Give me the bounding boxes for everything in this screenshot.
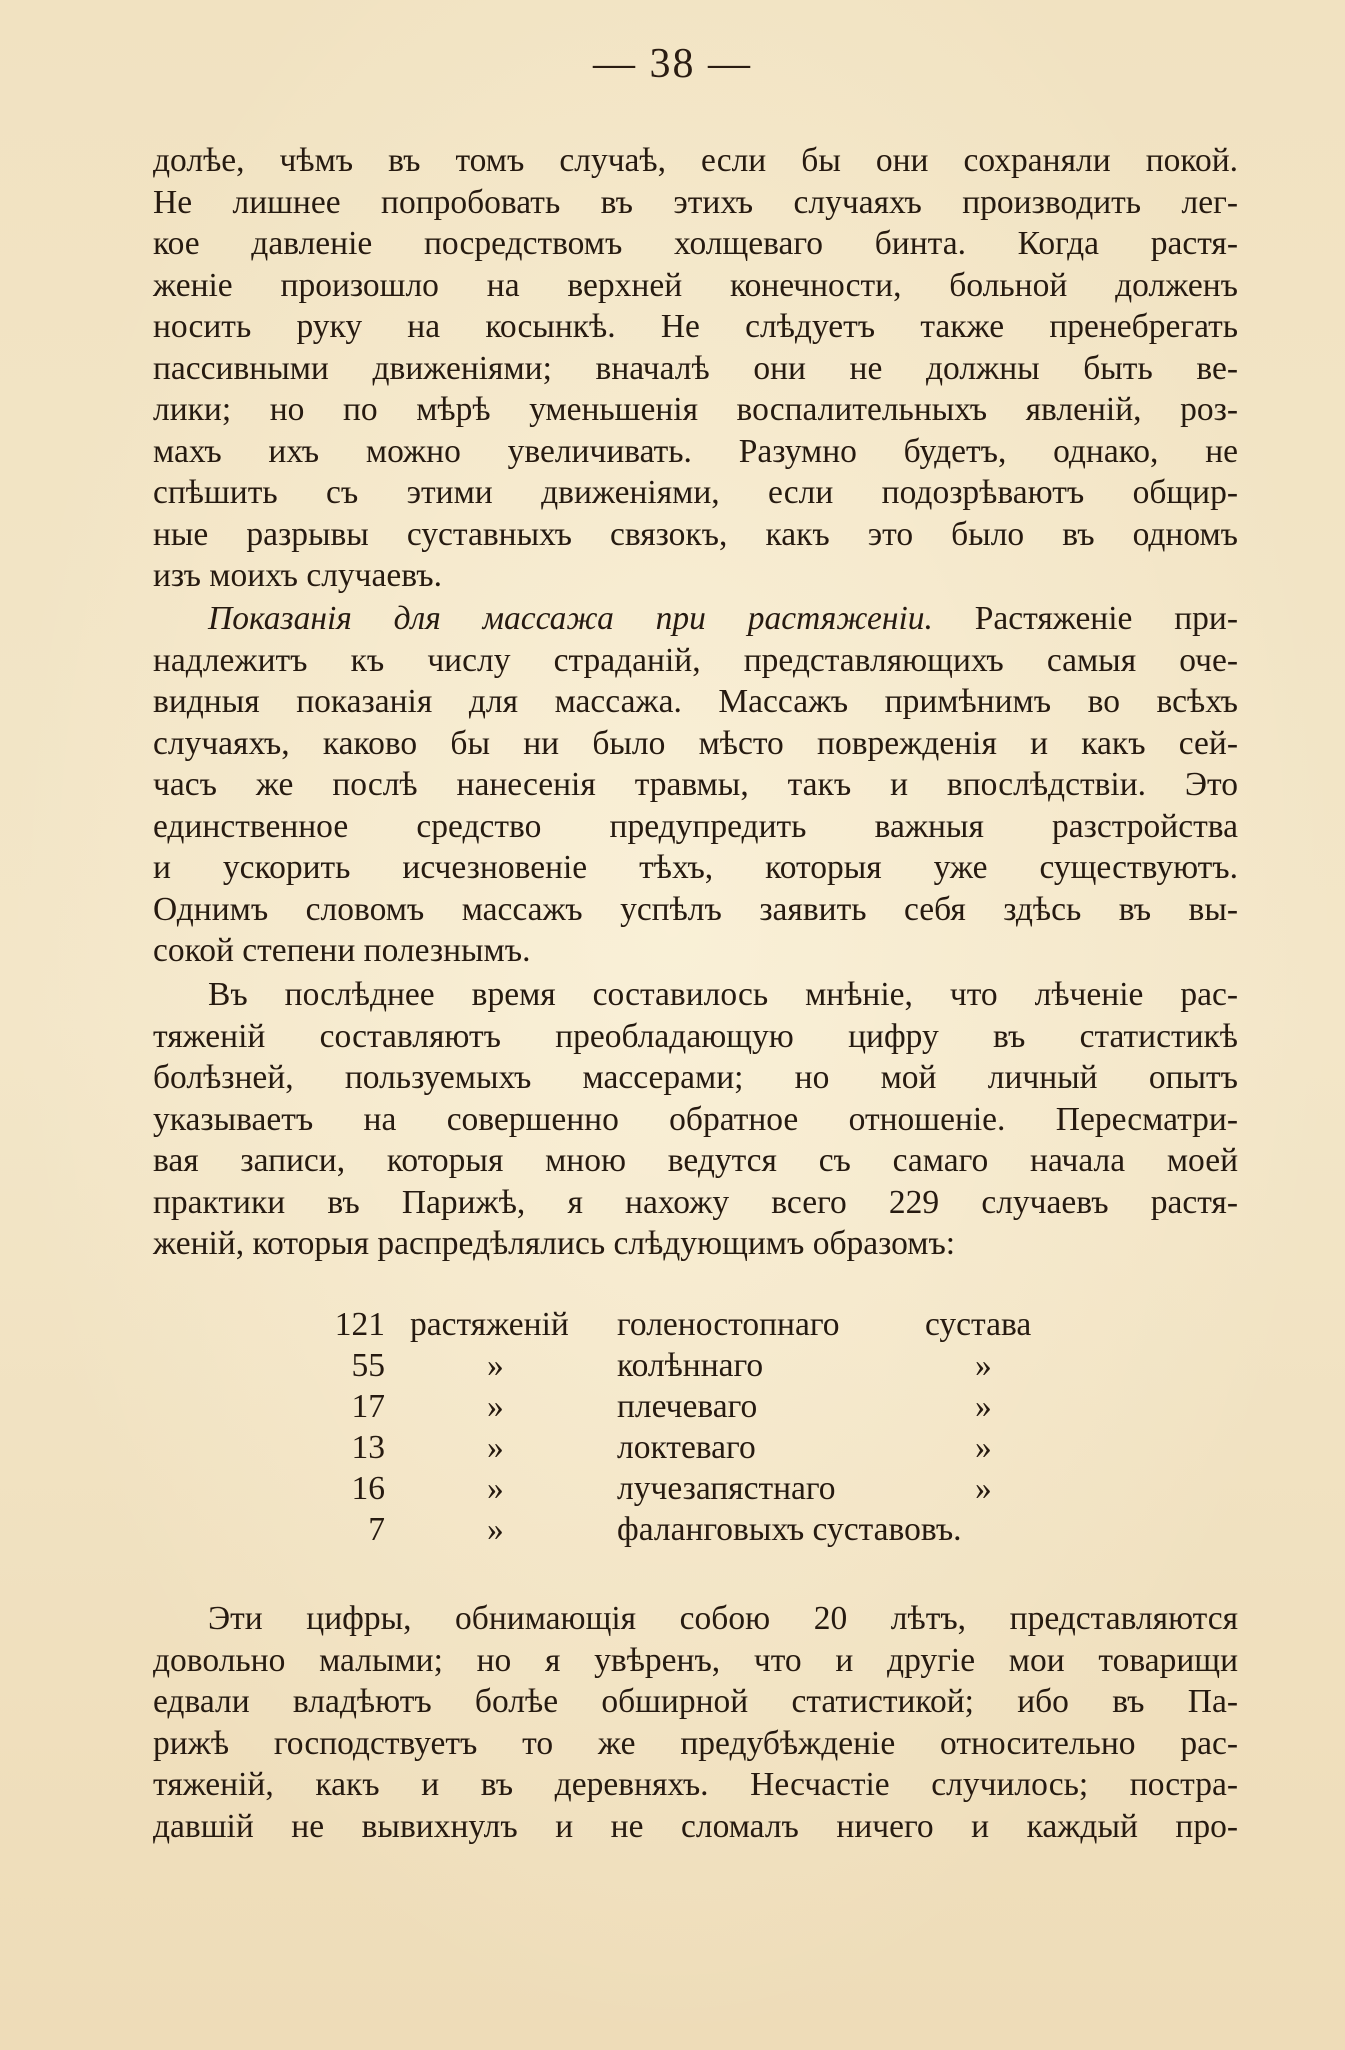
- page-number: — 38 —: [593, 41, 752, 87]
- text-line: сокой степени полезнымъ.: [153, 932, 531, 969]
- case-count: 13: [351, 1429, 385, 1466]
- ditto-mark: »: [975, 1347, 992, 1384]
- ditto-mark: »: [487, 1470, 504, 1507]
- text-line: Въ послѣднее время составилось мнѣніе, что лѣченіе рас-: [208, 976, 1238, 1013]
- text-line: и ускорить исчезновеніе тѣхъ, которыя уже существуютъ.: [153, 849, 1238, 886]
- paragraph-1: [153, 140, 1238, 597]
- ditto-mark: »: [975, 1388, 992, 1425]
- text-line: носить руку на косынкѣ. Не слѣдуетъ также пренебрегать: [153, 308, 1238, 345]
- text-line: болѣзней, пользуемыхъ массерами; но мой личный опытъ: [153, 1059, 1238, 1096]
- ditto-mark: »: [487, 1511, 504, 1548]
- text-line: Однимъ словомъ массажъ успѣлъ заявить себя здѣсь въ вы-: [153, 890, 1238, 928]
- text-line: ные разрывы суставныхъ связокъ, какъ это было въ одномъ: [153, 515, 1238, 553]
- ditto-mark: »: [487, 1347, 504, 1384]
- text-line: тяженій, какъ и въ деревняхъ. Несчастіе случилось; постра-: [153, 1766, 1238, 1803]
- text-line: надлежитъ къ числу страданій, представляющихъ самыя оче-: [153, 641, 1238, 679]
- text-line: единственное средство предупредить важныя разстройства: [153, 807, 1238, 845]
- joint-name: плечеваго: [617, 1388, 758, 1425]
- paragraph-3: [153, 974, 1238, 1265]
- text-line: изъ моихъ случаевъ.: [153, 557, 442, 594]
- paragraph-2: [153, 598, 1238, 972]
- case-type: растяженій: [410, 1306, 569, 1343]
- joint-name: лучезапястнаго: [617, 1470, 836, 1507]
- text-line: лики; но по мѣрѣ уменьшенія воспалительныхъ явленій, роз-: [153, 391, 1238, 428]
- ditto-mark: »: [487, 1429, 504, 1466]
- ditto-mark: »: [975, 1470, 992, 1507]
- ditto-mark: »: [487, 1388, 504, 1425]
- text-line: тяженій составляютъ преобладающую цифру въ статистикѣ: [153, 1017, 1238, 1055]
- text-line: махъ ихъ можно увеличивать. Разумно будетъ, однако, не: [153, 432, 1238, 470]
- text-line: [153, 598, 1238, 640]
- case-count: 7: [368, 1511, 385, 1548]
- text-line: вая записи, которыя мною ведутся съ самаго начала моей: [153, 1142, 1238, 1179]
- joint-name: фаланговыхъ суставовъ.: [617, 1511, 962, 1548]
- joint-word: сустава: [925, 1306, 1032, 1343]
- text-line: едвали владѣютъ болѣе обширной статистикой; ибо въ Па-: [153, 1683, 1238, 1720]
- text-line: практики въ Парижѣ, я нахожу всего 229 случаевъ растя-: [153, 1183, 1238, 1221]
- section-heading-italic: Показанія для массажа при растяженіи.: [208, 600, 933, 637]
- text-line: указываетъ на совершенно обратное отношеніе. Пересматри-: [153, 1100, 1238, 1138]
- text-line: рижѣ господствуетъ то же предубѣжденіе относительно рас-: [153, 1724, 1238, 1762]
- text-line: случаяхъ, каково бы ни было мѣсто поврежденія и какъ сей-: [153, 724, 1238, 762]
- joint-name: голеностопнаго: [617, 1306, 840, 1343]
- case-count: 17: [351, 1388, 385, 1425]
- case-count: 55: [351, 1347, 385, 1384]
- text-line: часъ же послѣ нанесенія травмы, такъ и впослѣдствіи. Это: [153, 766, 1238, 803]
- case-count: 121: [334, 1306, 385, 1343]
- text-line: женій, которыя распредѣлялись слѣдующимъ образомъ:: [153, 1225, 956, 1262]
- text-line: спѣшить съ этими движеніями, если подозрѣваютъ общир-: [153, 474, 1238, 511]
- joint-name: колѣннаго: [617, 1347, 764, 1384]
- text-line: Не лишнее попробовать въ этихъ случаяхъ производить лег-: [153, 183, 1238, 221]
- text-line: Эти цифры, обнимающія собою 20 лѣтъ, представляются: [208, 1600, 1238, 1637]
- case-count: 16: [351, 1470, 385, 1507]
- text-line: долѣе, чѣмъ въ томъ случаѣ, если бы они сохраняли покой.: [153, 142, 1238, 179]
- text-line: видныя показанія для массажа. Массажъ примѣнимъ во всѣхъ: [153, 683, 1238, 720]
- text-line: пассивными движеніями; вначалѣ они не должны быть ве-: [153, 349, 1238, 387]
- text-line: довольно малыми; но я увѣренъ, что и другіе мои товарищи: [153, 1641, 1238, 1679]
- text-line: давшій не вывихнулъ и не сломалъ ничего и каждый про-: [153, 1807, 1238, 1845]
- text-fragment: Растяженіе при-: [932, 600, 1239, 637]
- joint-name: локтеваго: [617, 1429, 756, 1466]
- text-line: кое давленіе посредствомъ холщеваго бинта. Когда растя-: [153, 225, 1238, 262]
- text-line: женіе произошло на верхней конечности, больной долженъ: [153, 266, 1238, 304]
- ditto-mark: »: [975, 1429, 992, 1466]
- paragraph-4: [153, 1598, 1238, 1847]
